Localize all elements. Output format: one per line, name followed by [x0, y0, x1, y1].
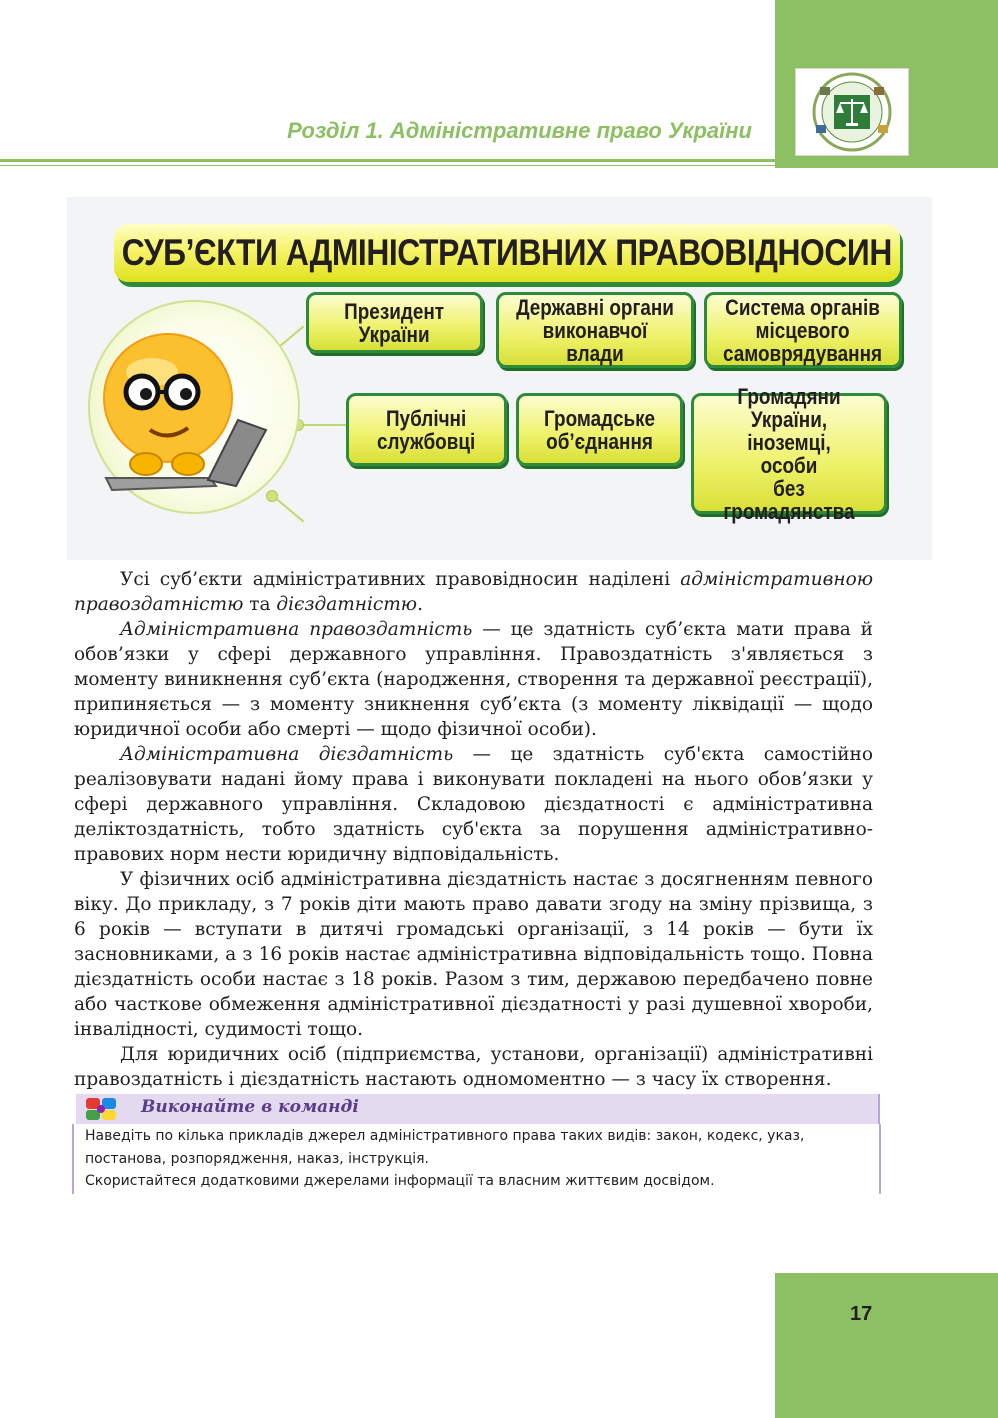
- task-line: Скористайтеся додатковими джерелами інформації та власним життєвим досвідом.: [85, 1173, 715, 1189]
- footer-green-tab: [775, 1273, 998, 1418]
- text-run: — це здатність суб’єкта мати права й обов’язки у сфері державного управління. Правоздатність з'являється з моменту виникнення суб’єкта (народження, створення та державної реєстрації), припиняється — з моменту зникнення суб’єкта (з моменту ліквідації — щодо юридичної особи або смерті — щодо фізичної особи).: [74, 619, 873, 740]
- text-run: Усі суб’єкти адміністративних правовідносин наділені: [120, 569, 681, 590]
- infographic-title: СУБ’ЄКТИ АДМІНІСТРАТИВНИХ ПРАВОВІДНОСИН: [121, 232, 893, 273]
- subject-box-executive-bodies: [496, 292, 694, 368]
- subject-label: Громадяни України, іноземці, особи без громадянства: [723, 383, 855, 524]
- paragraph: [74, 742, 873, 867]
- subject-box-local-government: [704, 292, 902, 368]
- connector-line: [298, 424, 348, 426]
- term-italic: Адміністративна правоздатність: [120, 619, 473, 640]
- subject-label: Президент України: [344, 298, 445, 347]
- subject-label: Громадське об’єднання: [543, 405, 656, 454]
- text-run: — це здатність суб'єкта самостійно реалізовувати надані йому права і виконувати покладені на нього обов’язки у сфері державного управління. Складовою дієздатності є адміністративна деліктоздатність, тобто здатність суб'єкта за порушення адміністративно-правових норм нести юридичну відповідальність.: [74, 744, 873, 865]
- emoji-with-glasses-laptop-icon: [90, 302, 298, 512]
- subject-label: Державні органи виконавчої влади: [516, 294, 674, 366]
- text-run: та: [243, 594, 277, 615]
- term-italic: адміністративною правоздатністю: [74, 569, 873, 615]
- paragraph: У фізичних осіб адміністративна дієздатність настає з досягненням певного віку. До прикладу, з 7 років діти мають право давати згоду на зміну прізвища, з 6 років — вступати в дитячі громадські організації, з 14 років — бути їх засновниками, а з 16 років настає адміністративна відповідальність тощо. Повна дієздатність особи настає з 18 років. Разом з тим, державою передбачено повне або часткове обмеження адміністративної дієздатності у разі душевної хвороби, інвалідності, судимості тощо.: [74, 869, 873, 1040]
- header-divider: [0, 159, 775, 162]
- term-italic: Адміністративна дієздатність: [120, 744, 454, 765]
- task-line: постанова, розпорядження, наказ, інструкція.: [85, 1151, 429, 1167]
- body-text: [74, 567, 873, 1092]
- text-run: .: [417, 594, 423, 615]
- subject-label: Публічні службовці: [377, 405, 476, 454]
- paragraph: Для юридичних осіб (підприємства, установи, організації) адміністративні правоздатність і дієздатність настають одномоментно — з часу їх створення.: [74, 1044, 873, 1090]
- mascot-circle: [88, 300, 300, 514]
- term-italic: дієздатністю: [276, 594, 418, 615]
- puzzle-team-icon: [84, 1096, 120, 1122]
- infographic-title-banner: [114, 224, 900, 282]
- header-divider-thin: [0, 165, 775, 166]
- subject-box-citizens-foreigners: [691, 383, 887, 524]
- subject-box-president: [306, 292, 483, 353]
- task-title: Виконайте в команді: [141, 1097, 359, 1117]
- subject-box-public-association: [516, 393, 683, 466]
- subject-box-public-servants: [346, 393, 507, 466]
- scales-of-justice-emblem-icon: [796, 69, 908, 155]
- page-number: 17: [850, 1303, 873, 1325]
- section-title: Розділ 1. Адміністративне право України: [287, 118, 752, 143]
- task-line: Наведіть по кілька прикладів джерел адміністративного права таких видів: закон, кодекс, указ,: [85, 1128, 805, 1144]
- paragraph: [74, 617, 873, 742]
- subject-label: Система органів місцевого самоврядування: [723, 294, 883, 366]
- emblem-logo: [795, 68, 909, 156]
- paragraph: [74, 567, 873, 617]
